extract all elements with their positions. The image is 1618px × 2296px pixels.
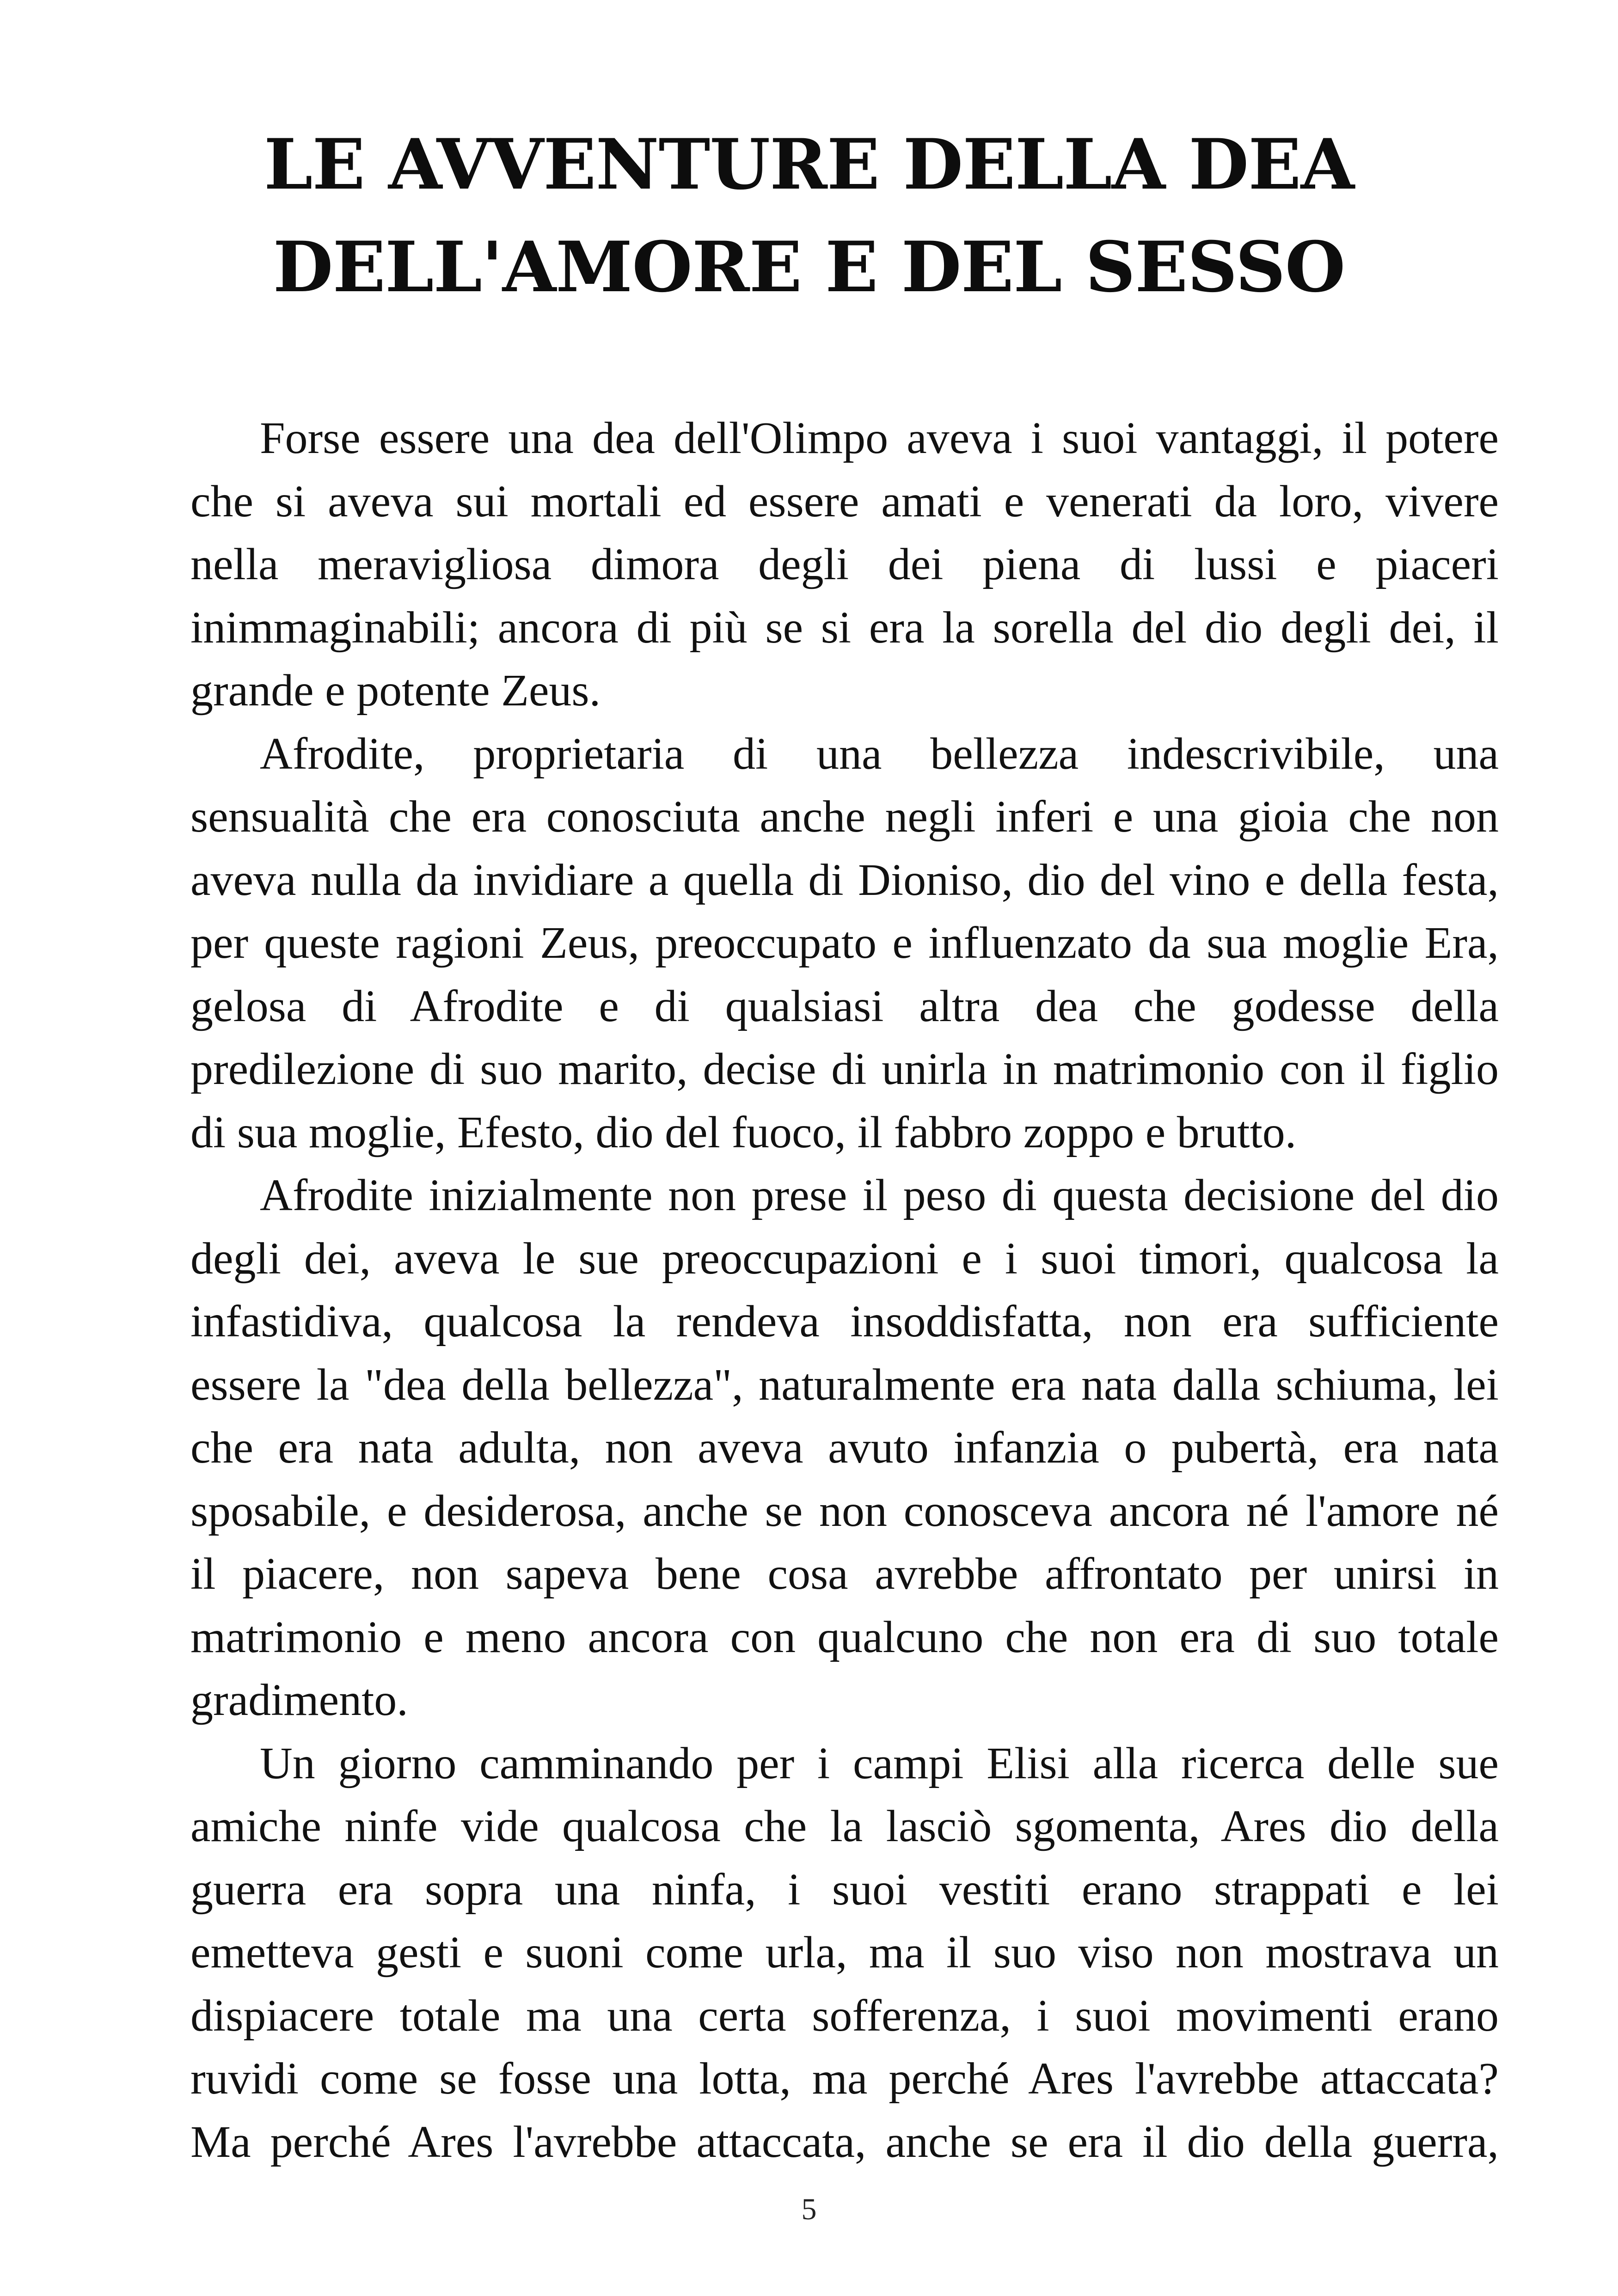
text-line: inimmaginabili; ancora di più se si era la sorella del dio degli dei, il <box>190 602 1499 653</box>
text-line: predilezione di suo marito, decise di unirla in matrimonio con il figlio <box>190 1044 1499 1094</box>
text-line: guerra era sopra una ninfa, i suoi vestiti erano strappati e lei <box>190 1864 1499 1915</box>
text-line: ruvidi come se fosse una lotta, ma perché Ares l'avrebbe attaccata? <box>190 2054 1499 2104</box>
text-line: nella meravigliosa dimora degli dei piena di lussi e piaceri <box>190 539 1499 589</box>
body-text <box>121 407 1499 2174</box>
page-number: 5 <box>801 2192 817 2226</box>
text-line: per queste ragioni Zeus, preoccupato e influenzato da sua moglie Era, <box>190 918 1499 968</box>
text-line: di sua moglie, Efesto, dio del fuoco, il fabbro zoppo e brutto. <box>190 1107 1297 1157</box>
text-line: emetteva gesti e suoni come urla, ma il suo viso non mostrava un <box>190 1928 1499 1978</box>
text-line: matrimonio e meno ancora con qualcuno che non era di suo totale <box>190 1612 1499 1662</box>
text-line: essere la "dea della bellezza", naturalmente era nata dalla schiuma, lei <box>190 1359 1499 1410</box>
text-line: Afrodite, proprietaria di una bellezza indescrivibile, una <box>260 729 1499 779</box>
chapter-title-line-1: LE AVVENTURE DELLA DEA <box>264 124 1354 205</box>
text-line: Ma perché Ares l'avrebbe attaccata, anche se era il dio della guerra, <box>190 2117 1499 2167</box>
text-line: Afrodite inizialmente non prese il peso di questa decisione del dio <box>260 1170 1499 1220</box>
text-line: aveva nulla da invidiare a quella di Dioniso, dio del vino e della festa, <box>190 855 1499 905</box>
text-line: sensualità che era conosciuta anche negli inferi e una gioia che non <box>190 792 1499 842</box>
chapter-title <box>0 113 1618 318</box>
paragraph <box>121 1732 1499 2174</box>
paragraph <box>121 1164 1499 1732</box>
text-line: il piacere, non sapeva bene cosa avrebbe affrontato per unirsi in <box>190 1549 1499 1599</box>
chapter-title-line-2: DELL'AMORE E DEL SESSO <box>273 227 1345 308</box>
text-line: che era nata adulta, non aveva avuto infanzia o pubertà, era nata <box>190 1423 1499 1473</box>
text-line: Un giorno camminando per i campi Elisi alla ricerca delle sue <box>260 1738 1499 1788</box>
text-line: sposabile, e desiderosa, anche se non conosceva ancora né l'amore né <box>190 1486 1499 1536</box>
paragraph <box>121 407 1499 722</box>
paragraph <box>121 722 1499 1164</box>
text-line: amiche ninfe vide qualcosa che la lasciò sgomenta, Ares dio della <box>190 1801 1499 1851</box>
text-line: degli dei, aveva le sue preoccupazioni e i suoi timori, qualcosa la <box>190 1233 1499 1284</box>
text-line: grande e potente Zeus. <box>190 666 601 716</box>
text-line: che si aveva sui mortali ed essere amati e venerati da loro, vivere <box>190 476 1499 527</box>
text-line: dispiacere totale ma una certa sofferenza, i suoi movimenti erano <box>190 1990 1499 2041</box>
text-line: gelosa di Afrodite e di qualsiasi altra dea che godesse della <box>190 981 1499 1031</box>
text-line: Forse essere una dea dell'Olimpo aveva i suoi vantaggi, il potere <box>260 413 1499 463</box>
text-line: gradimento. <box>190 1675 408 1725</box>
text-line: infastidiva, qualcosa la rendeva insoddisfatta, non era sufficiente <box>190 1297 1499 1347</box>
